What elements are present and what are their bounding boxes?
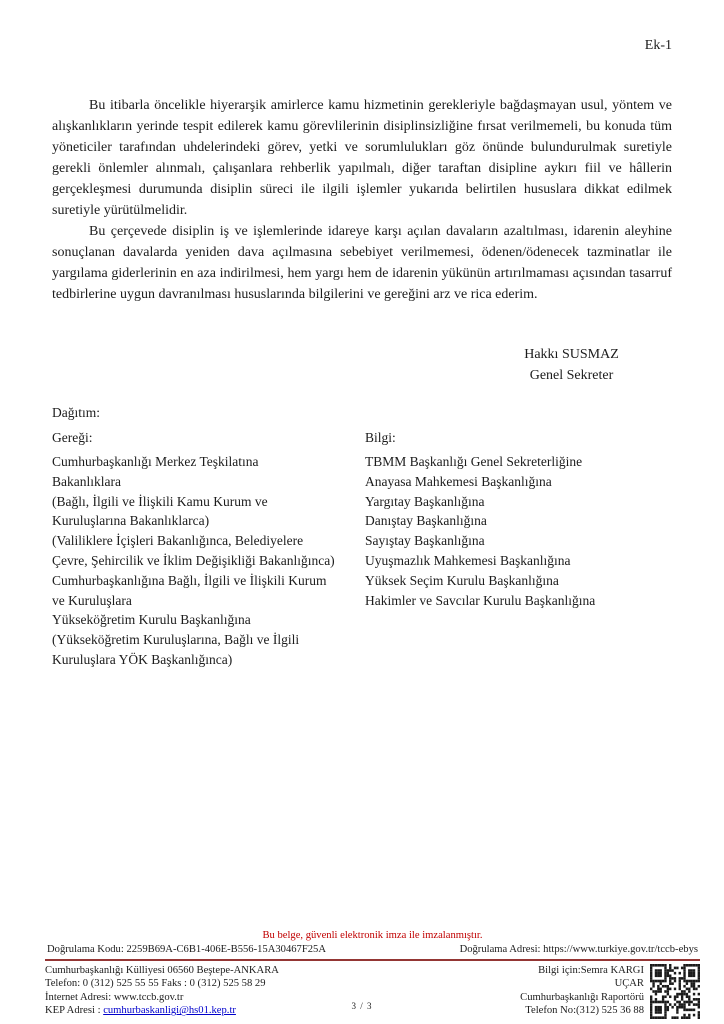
contact-person-surname: UÇAR [614,978,644,990]
distribution-item: (Valiliklere İçişleri Bakanlığınca, Belediyelere [52,533,304,549]
signature-block [469,344,674,386]
distribution-item: TBMM Başkanlığı Genel Sekreterliğine [365,454,583,469]
internet-address: İnternet Adresi: www.tccb.gov.tr [45,991,184,1003]
contact-title: Cumhurbaşkanlığı Raportörü [520,991,644,1003]
letter-body [52,95,672,305]
attachment-label: Ek-1 [644,38,672,53]
geregi-header: Gereği: [52,430,93,445]
distribution-title: Dağıtım: [52,405,100,420]
verification-code: Doğrulama Kodu: 2259B69A-C6B1-406E-B556-15A30467F25A [47,944,326,955]
distribution-item: Cumhurbaşkanlığı Merkez Teşkilatına [52,454,259,469]
distribution-item: Kuruluşlarına Bakanlıklarca) [52,513,210,529]
distribution-item: Çevre, Şehircilik ve İklim Değişikliği Bakanlığınca) [52,552,335,568]
body-paragraph-1: Bu itibarla öncelikle hiyerarşik amirlerce kamu hizmetinin gerekleriyle bağdaşmayan usul, yöntem ve alışkanlıkların yerinde tespit edilerek kamu görevlilerinin disiplinsizliğine fırsat verilmemeli, bu konuda tüm yöneticiler tarafından uhdelerindeki görev, yetki ve sorumlulukları göz önünde bulundurulmak suretiyle gerekli önlemler alınmalı, çalışanlara rehberlik yapılmalı, diğer taraftan disipline aykırı fiil ve hâllerin gerçekleşmesi durumunda disiplin süreci ile ilgili işlemler yukarıda belirtilen hususlara dikkat edilmek suretiyle yürütülmelidir. [52,98,672,218]
distribution-item: Cumhurbaşkanlığına Bağlı, İlgili ve İlişkili Kurum [52,572,327,588]
kep-address-link[interactable]: cumhurbaskanligi@hs01.kep.tr [103,1005,236,1017]
distribution-item: Yargıtay Başkanlığına [365,493,485,509]
geregi-column [52,428,365,670]
distribution-item: Yüksek Seçim Kurulu Başkanlığına [365,572,559,588]
distribution-item: ve Kuruluşlara [52,592,132,608]
org-address: Cumhurbaşkanlığı Külliyesi 06560 Beştepe-ANKARA [45,965,279,976]
distribution-item: Uyuşmazlık Mahkemesi Başkanlığına [365,552,571,568]
signature-title: Genel Sekreter [529,368,614,383]
distribution-item: Bakanlıklara [52,473,121,489]
verification-address: Doğrulama Adresi: https://www.turkiye.gov.tr/tccb-ebys [459,944,698,955]
distribution-section [52,403,674,670]
distribution-item: (Yükseköğretim Kuruluşlarına, Bağlı ve İlgili [52,632,300,648]
esign-notice: Bu belge, güvenli elektronik imza ile imzalanmıştır. [262,930,483,941]
page-number: 3 / 3 [351,1001,373,1011]
distribution-item: Yükseköğretim Kurulu Başkanlığına [52,612,251,628]
distribution-item: Sayıştay Başkanlığına [365,533,485,549]
distribution-item: Danıştay Başkanlığına [365,513,487,529]
contact-phone: Telefon No:(312) 525 36 88 [525,1005,644,1017]
distribution-item: Anayasa Mahkemesi Başkanlığına [365,473,552,489]
phone-fax: Telefon: 0 (312) 525 55 55 Faks : 0 (312) 525 58 29 [45,978,266,990]
kep-address-line: KEP Adresi : cumhurbaskanligi@hs01.kep.tr [45,1005,236,1017]
bilgi-column [365,428,674,670]
distribution-item: Hakimler ve Savcılar Kurulu Başkanlığına [365,592,596,608]
verification-row [45,944,700,961]
signature-name: Hakkı SUSMAZ [524,347,619,362]
contact-person: Bilgi için:Semra KARGI [538,965,644,976]
bilgi-header: Bilgi: [365,430,396,445]
distribution-item: (Bağlı, İlgili ve İlişkili Kamu Kurum ve [52,493,268,509]
distribution-item: Kuruluşlara YÖK Başkanlığınca) [52,651,233,667]
body-paragraph-2: Bu çerçevede disiplin iş ve işlemlerinde idareye karşı açılan davaların azaltılması, idarenin aleyhine sonuçlanan davalarda yeniden dava açılmasına sebebiyet verilmemesi, ödenen/ödenecek tazminatlar ile yargılama giderlerinin en aza indirilmesi, hem yargı hem de idarenin yükünün artırılmaması açısından tasarruf tedbirlerine uygun davranılması hususlarında bilgilerini ve gereğini arz ve rica ederim. [52,224,672,302]
